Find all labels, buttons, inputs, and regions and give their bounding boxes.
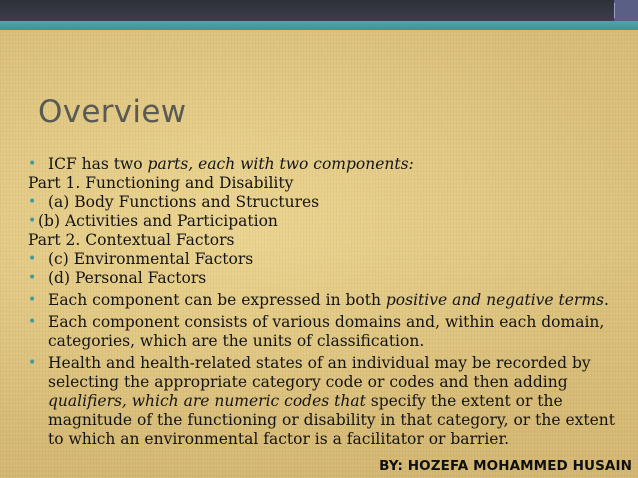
bullet-text: (d) Personal Factors [48, 269, 207, 287]
bullet-icon: • [28, 270, 37, 286]
bullet-text-italic: positive and negative terms [385, 291, 604, 309]
author-footer: BY: HOZEFA MOHAMMED HUSAIN [379, 458, 632, 474]
top-teal-stripe [0, 21, 638, 30]
corner-accent-block [614, 0, 638, 21]
bullet-text-italic: qualifiers, which are numeric codes that [48, 392, 366, 410]
slide-title: Overview [38, 94, 187, 130]
line-part-1: Part 1. Functioning and Disability [28, 174, 294, 192]
bullet-text-end: specify the extent or the magnitude of the functioning or disability in that category, or the extent to which an environmental factor is a facilitator or barrier. [48, 392, 615, 448]
slide-content [28, 155, 628, 449]
bullet-icon: • [28, 292, 37, 308]
bullet-activities [28, 212, 628, 231]
bullet-text: Each component can be expressed in both [48, 291, 386, 309]
bullet-icon: • [28, 251, 37, 267]
top-dark-band [0, 0, 638, 21]
bullet-text: Health and health-related states of an individual may be recorded by selecting the appropriate category code or codes and then adding [48, 354, 591, 391]
bullet-text: (a) Body Functions and Structures [48, 193, 320, 211]
bullet-text-end: . [603, 291, 609, 309]
bullet-text: (c) Environmental Factors [48, 250, 254, 268]
bullet-icon: • [28, 355, 37, 371]
bullet-environmental [28, 250, 628, 269]
bullet-text: ICF has two [48, 155, 148, 173]
bullet-icf-parts [28, 155, 628, 174]
bullet-expressed [28, 291, 628, 310]
bullet-body-functions [28, 193, 628, 212]
line-part-2: Part 2. Contextual Factors [28, 231, 235, 249]
bullet-icon: • [28, 194, 37, 210]
bullet-icon: • [28, 213, 37, 229]
bullet-health-states [28, 354, 628, 449]
bullet-text-italic: parts, each with two components: [147, 155, 414, 173]
bullet-text: (b) Activities and Participation [38, 212, 278, 230]
bullet-text: Each component consists of various domains and, within each domain, categories, which are the units of classification. [48, 313, 605, 350]
bullet-icon: • [28, 156, 37, 172]
bullet-domains [28, 313, 628, 351]
bullet-icon: • [28, 314, 37, 330]
bullet-personal [28, 269, 628, 288]
